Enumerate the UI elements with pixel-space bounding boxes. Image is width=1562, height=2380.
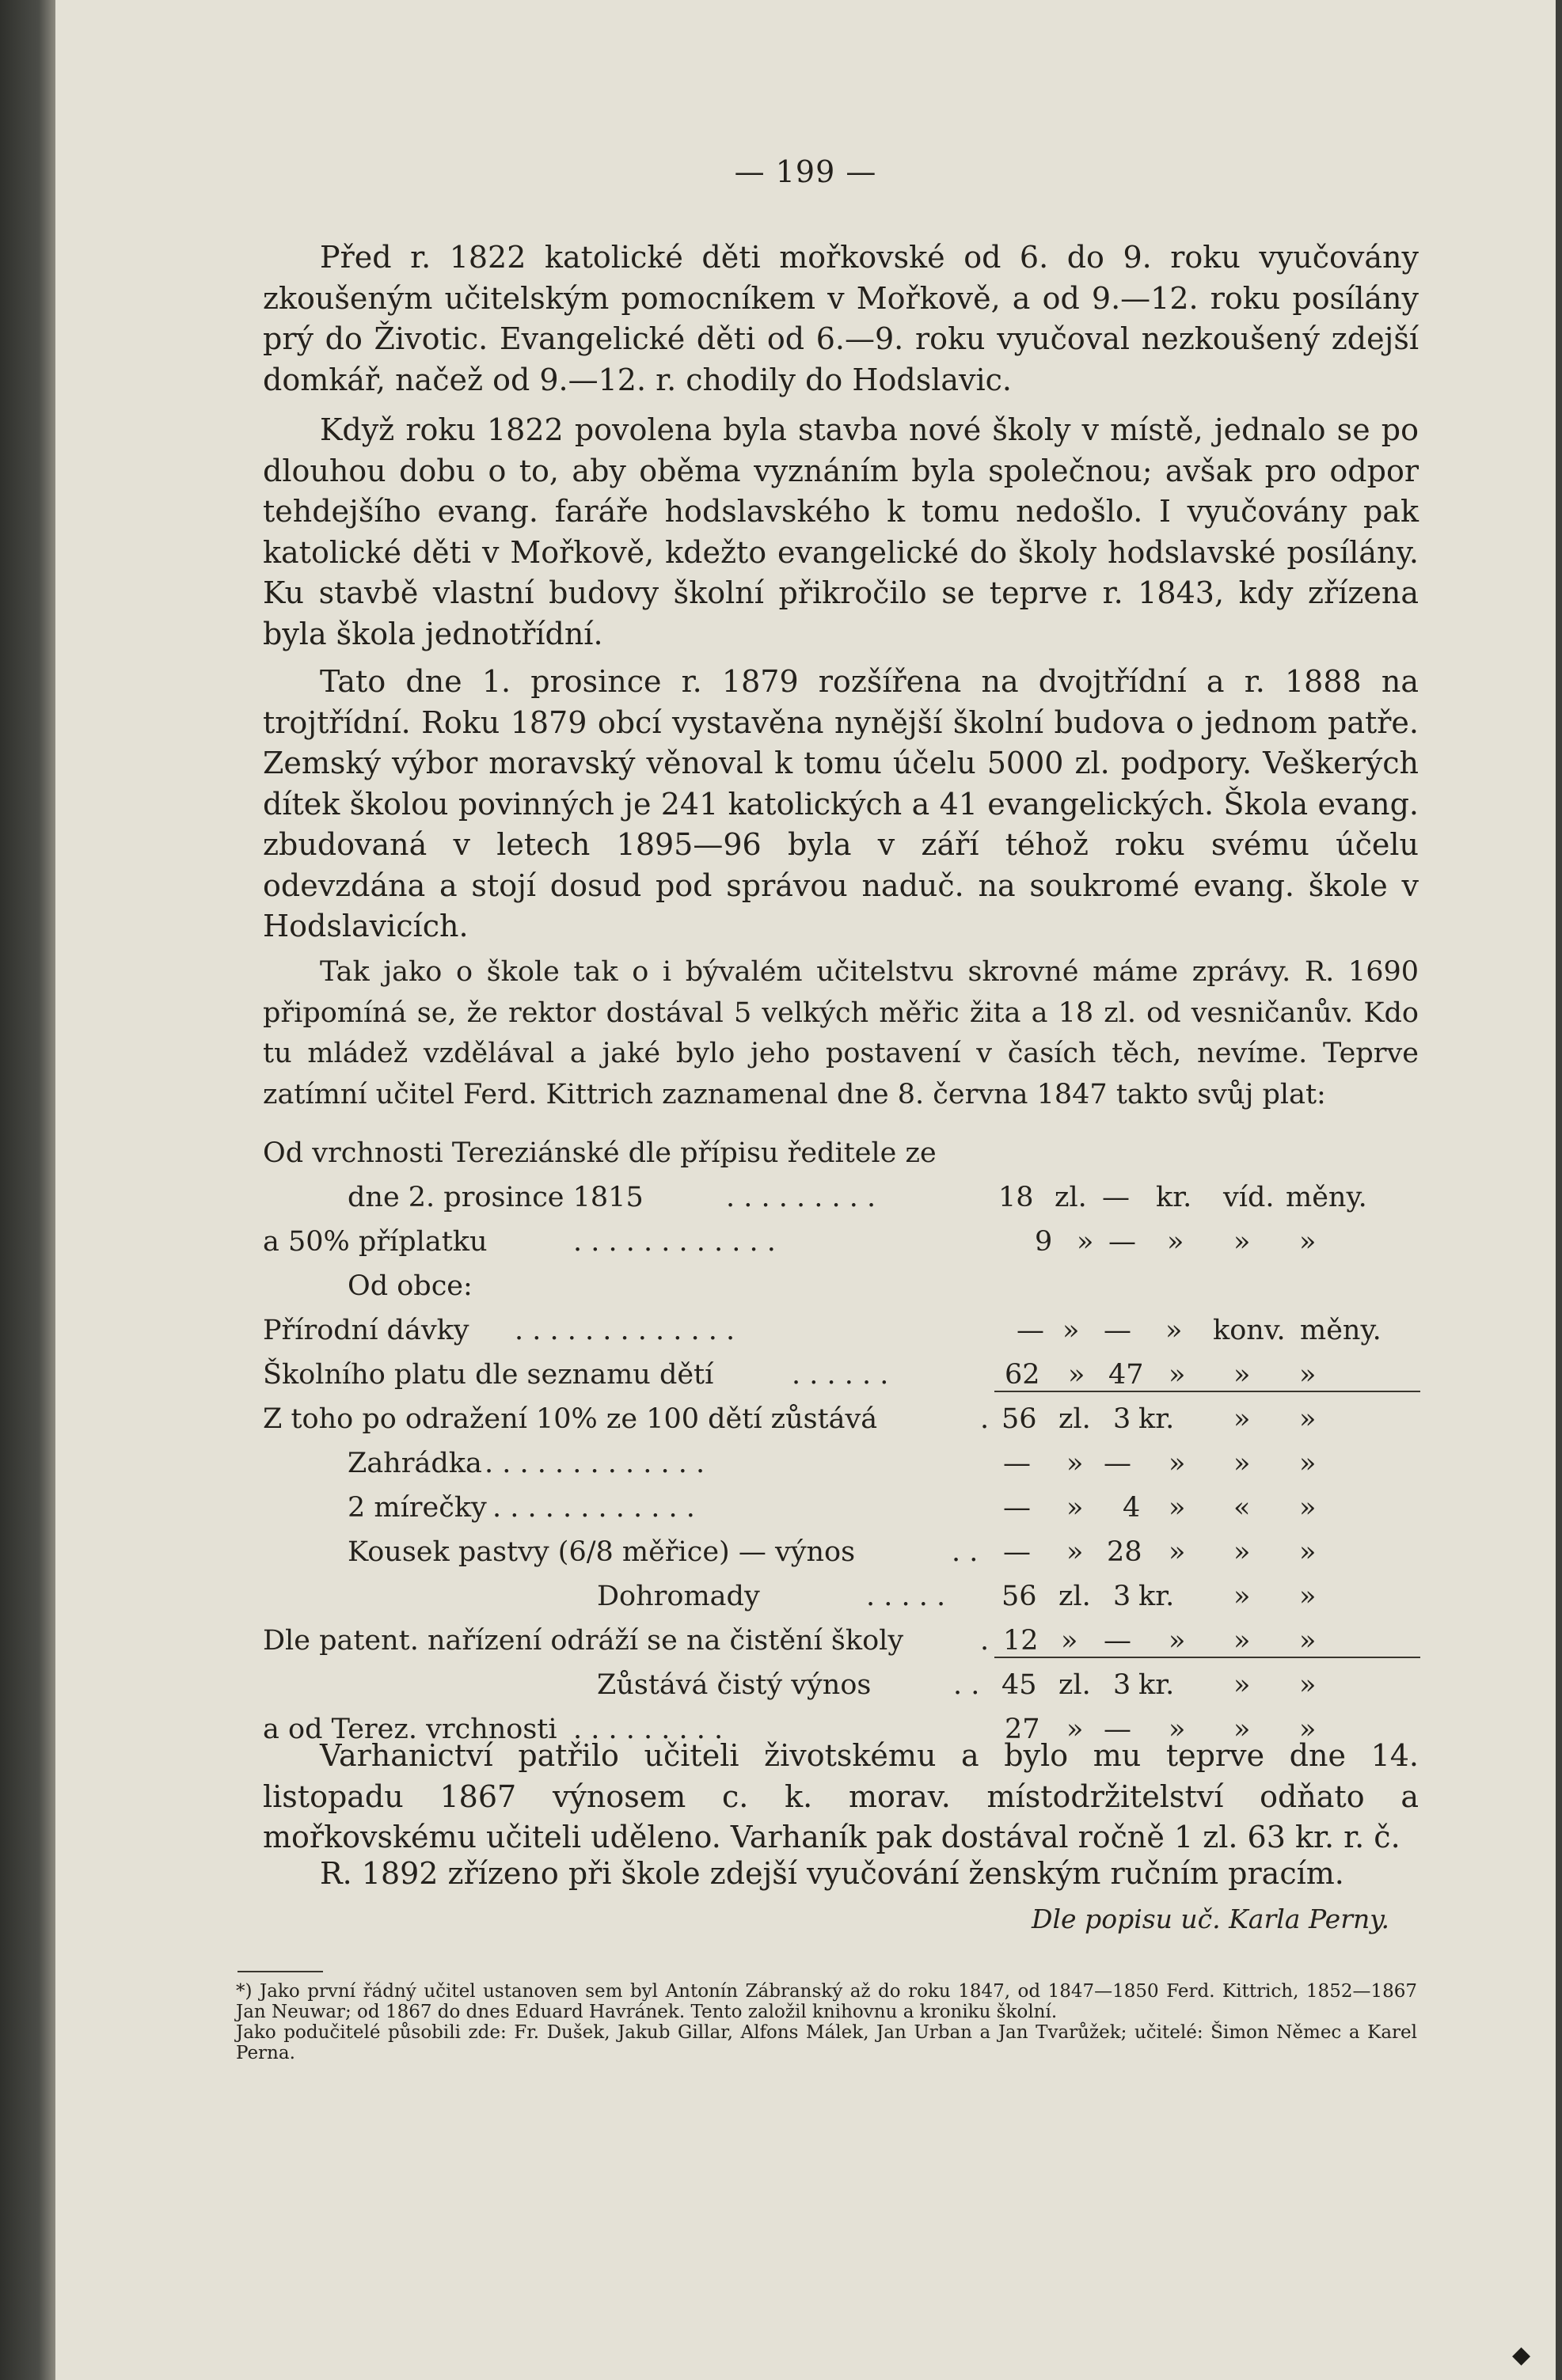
ledger-col-d: kr.	[1138, 1403, 1175, 1435]
ledger-row	[263, 1581, 1419, 1619]
ledger-col-d: kr.	[1138, 1581, 1175, 1612]
ledger-label: Kousek pastvy (6/8 měřice) — výnos	[348, 1536, 856, 1568]
ledger-row	[263, 1182, 1419, 1220]
ledger-dots: . .	[952, 1536, 979, 1568]
paragraph-6: R. 1892 zřízeno při škole zdejší vyučování ženským ručním pracím.	[320, 1856, 1344, 1891]
ledger-col-f: »	[1299, 1536, 1317, 1568]
ledger-col-a: 45	[1001, 1669, 1037, 1701]
ledger-label: Dohromady	[597, 1581, 760, 1612]
paragraph-2: Když roku 1822 povolena byla stavba nové školy v místě, jednalo se po dlouhou dobu o to, aby oběma vyznáním byla společnou; avšak pro odpor tehdejšího evang. faráře hodslavského k tomu nedošlo. I vyučovány pak katolické děti v Mořkově, kdežto evangelické do školy hodslavské posílány. Ku stavbě vlastní budovy školní přikročilo se teprve r. 1843, kdy zřízena byla škola jednotřídní.	[263, 412, 1419, 651]
ledger-col-c: 28	[1107, 1536, 1142, 1568]
ledger-label: Zůstává čistý výnos	[597, 1669, 872, 1701]
ledger-subheading	[263, 1270, 1419, 1308]
ledger-col-c: 4	[1123, 1492, 1141, 1524]
ledger-col-b: »	[1066, 1448, 1084, 1479]
page-number: — 199 —	[734, 154, 877, 189]
ledger-col-d: »	[1169, 1448, 1186, 1479]
ledger-col-f: »	[1299, 1359, 1317, 1391]
ledger-col-e: «	[1233, 1492, 1251, 1524]
ledger-dots: . . . . . . . . . . . . .	[515, 1315, 735, 1346]
ledger-col-e: »	[1233, 1226, 1251, 1258]
ledger-dots: . . . . . . . . . . . . .	[485, 1448, 705, 1479]
ledger-intro-text: Od vrchnosti Tereziánské dle přípisu ředitele ze	[263, 1137, 937, 1169]
ledger-col-f: »	[1299, 1714, 1317, 1745]
ledger-col-c: 3	[1113, 1669, 1131, 1701]
ledger-dots: .	[980, 1403, 990, 1435]
ledger-col-b: »	[1068, 1359, 1085, 1391]
ledger-dots: . .	[953, 1669, 980, 1701]
ledger-label: Přírodní dávky	[263, 1315, 469, 1346]
ledger-label: a od Terez. vrchnosti	[263, 1714, 557, 1745]
ledger-label: Školního platu dle seznamu dětí	[263, 1359, 714, 1391]
ledger-label: Dle patent. nařízení odráží se na čistění školy	[263, 1625, 904, 1657]
ledger-row	[263, 1315, 1419, 1353]
ledger-col-a: 62	[1005, 1359, 1040, 1391]
ledger-col-a: 27	[1005, 1714, 1040, 1745]
ledger-dots: . . . . . . . . . . . .	[573, 1226, 776, 1258]
paragraph-5: Varhanictví patřilo učiteli životskému a bylo mu teprve dne 14. listopadu 1867 výnosem c. k. morav. místodržitelství odňato a mořkovskému učiteli uděleno. Varhaník pak dostával ročně 1 zl. 63 kr. r. č.	[263, 1738, 1419, 1854]
scanned-page	[55, 0, 1556, 2380]
ledger-col-b: zl.	[1055, 1182, 1087, 1213]
ledger-col-d: »	[1169, 1536, 1186, 1568]
ledger-row	[263, 1448, 1419, 1486]
ledger-col-b: »	[1066, 1536, 1084, 1568]
ledger-col-a: —	[1017, 1315, 1044, 1346]
ledger-col-c: —	[1104, 1315, 1131, 1346]
ledger-col-c: 47	[1108, 1359, 1144, 1391]
ledger-col-a: 12	[1003, 1625, 1039, 1657]
ledger-dots: . . . . . . . . .	[573, 1714, 724, 1745]
paragraph-3: Tato dne 1. prosince r. 1879 rozšířena na dvojtřídní a r. 1888 na trojtřídní. Roku 1879 obcí vystavěna nynější školní budova o jednom patře. Zemský výbor moravský věnoval k tomu účelu 5000 zl. podpory. Veškerých dítek školou povinných je 241 katolických a 41 evangelických. Škola evang. zbudovaná v letech 1895—96 byla v září téhož roku svému účelu odevzdána a stojí dosud pod správou naduč. na soukromé evang. škole v Hodslavicích.	[263, 664, 1419, 943]
ledger-col-c: —	[1102, 1182, 1130, 1213]
ledger-col-e: »	[1233, 1625, 1251, 1657]
ledger-row	[263, 1403, 1419, 1441]
ledger-dots: . . . . . . . . .	[726, 1182, 876, 1213]
ledger-col-a: —	[1003, 1492, 1031, 1524]
ledger-col-f: »	[1299, 1625, 1317, 1657]
corner-mark: ◆	[1512, 2341, 1531, 2369]
ledger-col-d: »	[1169, 1714, 1186, 1745]
paragraph-4: Tak jako o škole tak o i bývalém učitelstvu skrovné máme zprávy. R. 1690 připomíná se, že rektor dostával 5 velkých měřic žita a 18 zl. od vesničanův. Kdo tu mládež vzdělával a jaké bylo jeho postavení v časích těch, nevíme. Teprve zatímní učitel Ferd. Kittrich zaznamenal dne 8. června 1847 takto svůj plat:	[263, 956, 1419, 1110]
ledger-col-b: zl.	[1058, 1669, 1091, 1701]
ledger-subheading-text: Od obce:	[348, 1270, 473, 1302]
ledger-col-f: »	[1299, 1492, 1317, 1524]
ledger-col-d: »	[1165, 1315, 1183, 1346]
ledger-col-d: kr.	[1138, 1669, 1175, 1701]
ledger-col-a: —	[1003, 1448, 1031, 1479]
ledger-label: 2 mírečky	[348, 1492, 487, 1524]
ledger-col-e: »	[1233, 1359, 1251, 1391]
ledger-col-b: »	[1077, 1226, 1094, 1258]
ledger-dots: . . . . . .	[792, 1359, 889, 1391]
ledger-row	[263, 1226, 1419, 1264]
ledger-col-e: »	[1233, 1448, 1251, 1479]
ledger-col-b: »	[1066, 1714, 1084, 1745]
ledger-col-a: 56	[1001, 1403, 1037, 1435]
ledger-dots: . . . . .	[866, 1581, 946, 1612]
ledger-col-e: »	[1233, 1536, 1251, 1568]
ledger-col-a: —	[1003, 1536, 1031, 1568]
ledger-col-c: —	[1104, 1625, 1131, 1657]
paragraph-1: Před r. 1822 katolické děti mořkovské od 6. do 9. roku vyučovány zkoušeným učitelským pomocníkem v Mořkově, a od 9.—12. roku posílány prý do Životic. Evangelické děti od 6.—9. roku vyučoval nezkoušený zdejší domkář, načež od 9.—12. r. chodily do Hodslavic.	[263, 240, 1419, 397]
ledger-rule	[994, 1391, 1420, 1392]
ledger-dots: .	[980, 1625, 990, 1657]
ledger-label: a 50% příplatku	[263, 1226, 488, 1258]
ledger-col-e: »	[1233, 1714, 1251, 1745]
footnote-block	[236, 1981, 1417, 2063]
ledger-col-b: zl.	[1058, 1403, 1091, 1435]
ledger-label: Z toho po odražení 10% ze 100 dětí zůstává	[263, 1403, 878, 1435]
ledger-col-c: 3	[1113, 1403, 1131, 1435]
ledger-line-intro	[263, 1137, 1419, 1175]
ledger-col-f: »	[1299, 1669, 1317, 1701]
ledger-col-b: »	[1066, 1492, 1084, 1524]
book-binding	[0, 0, 55, 2380]
ledger-col-d: kr.	[1156, 1182, 1192, 1213]
ledger-col-a: 9	[1035, 1226, 1053, 1258]
ledger-col-e: »	[1233, 1581, 1251, 1612]
ledger-col-f: »	[1299, 1226, 1317, 1258]
ledger-col-e: konv.	[1213, 1315, 1286, 1346]
ledger-col-c: —	[1104, 1714, 1131, 1745]
ledger-col-c: 3	[1113, 1581, 1131, 1612]
ledger-row	[263, 1536, 1419, 1574]
ledger-col-a: 56	[1001, 1581, 1037, 1612]
ledger-col-c: —	[1108, 1226, 1136, 1258]
ledger-label: dne 2. prosince 1815	[348, 1182, 644, 1213]
footnote-2: Jako podučitelé působili zde: Fr. Dušek, Jakub Gillar, Alfons Málek, Jan Urban a Jan Tvarůžek; učitelé: Šimon Němec a Karel Perna.	[236, 2022, 1417, 2063]
ledger-col-d: »	[1167, 1226, 1184, 1258]
ledger-col-e: »	[1233, 1669, 1251, 1701]
ledger-col-f: »	[1299, 1581, 1317, 1612]
ledger-col-b: »	[1061, 1625, 1078, 1657]
ledger-col-e: »	[1233, 1403, 1251, 1435]
ledger-col-f: měny.	[1300, 1315, 1381, 1346]
ledger-col-d: »	[1169, 1625, 1186, 1657]
ledger-col-c: —	[1104, 1448, 1131, 1479]
footnote-1: *) Jako první řádný učitel ustanoven sem byl Antonín Zábranský až do roku 1847, od 1847—1850 Ferd. Kittrich, 1852—1867 Jan Neuwar; od 1867 do dnes Eduard Havránek. Tento založil knihovnu a kroniku školní.	[236, 1981, 1417, 2022]
ledger-col-f: měny.	[1286, 1182, 1367, 1213]
ledger-dots: . . . . . . . . . . . .	[492, 1492, 695, 1524]
ledger-col-b: »	[1062, 1315, 1080, 1346]
ledger-col-f: »	[1299, 1403, 1317, 1435]
ledger-col-d: »	[1169, 1492, 1186, 1524]
ledger-col-a: 18	[998, 1182, 1034, 1213]
ledger-row	[263, 1492, 1419, 1530]
ledger-col-b: zl.	[1058, 1581, 1091, 1612]
signature: Dle popisu uč. Karla Perny.	[1032, 1904, 1389, 1934]
ledger-col-e: víd.	[1223, 1182, 1275, 1213]
ledger-rule	[994, 1657, 1420, 1658]
footnote-separator	[238, 1971, 323, 1972]
ledger-label: Zahrádka	[348, 1448, 482, 1479]
ledger-row	[263, 1669, 1419, 1707]
ledger-col-f: »	[1299, 1448, 1317, 1479]
ledger-col-d: »	[1169, 1359, 1186, 1391]
